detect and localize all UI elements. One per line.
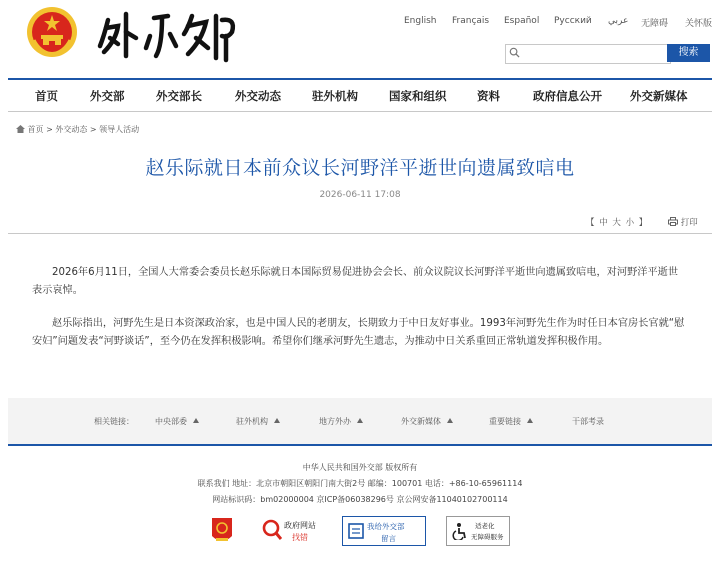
accessibility-line2: 无障碍服务 (471, 533, 504, 541)
gov-site-error-badge[interactable] (262, 516, 326, 546)
footer-copyright: 中华人民共和国外交部 版权所有 (302, 463, 418, 472)
article-date: 2026-06-11 17:08 (319, 190, 401, 200)
search-button[interactable]: 搜索 (667, 44, 710, 62)
main-nav (8, 80, 712, 111)
gov-site-error-line1: 政府网站 (284, 521, 316, 530)
national-emblem-icon (26, 6, 78, 58)
article-paragraph: 2026年6月11日，全国人大常委会委员长赵乐际就日本国际贸易促进协会会长、前众议院议长河野洋平逝世向遗属致唁电，对河野洋平逝世表示哀悼。 (32, 267, 679, 296)
expand-arrow-icon (527, 418, 533, 423)
article-paragraph: 赵乐际指出，河野先生是日本资深政治家，也是中国人民的老朋友，长期致力于中日友好事业。1993年河野先生作为时任日本官房长官就“慰安妇”问题发表“河野谈话”，至今仍在发挥积极影响。希望你们继承河野先生遗志，为推动中日关系重回正常轨道发挥积极作用。 (32, 318, 685, 347)
footer-contact: 联系我们 地址：北京市朝阳区朝阳门南大街2号 邮编：100701 电话：+86-10-65961114 (197, 479, 523, 488)
related-central-ministries[interactable] (155, 416, 199, 427)
lang-english-link[interactable]: English (404, 16, 437, 26)
breadcrumb (16, 124, 139, 135)
nav-item-home[interactable]: 首页 (35, 89, 58, 103)
search-icon (509, 47, 520, 58)
related-item-label: 地方外办 (319, 417, 351, 426)
related-item-label: 中央部委 (155, 417, 187, 426)
breadcrumb-leader-activities-link[interactable]: 领导人活动 (99, 125, 140, 134)
expand-arrow-icon (193, 418, 199, 423)
wheelchair-icon (451, 522, 469, 540)
related-item-label: 重要链接 (489, 417, 521, 426)
breadcrumb-separator: > (46, 125, 53, 134)
print-label: 打印 (680, 218, 698, 228)
nav-item-resources[interactable]: 资料 (477, 89, 500, 103)
nav-item-missions[interactable]: 驻外机构 (312, 89, 358, 103)
related-recruitment[interactable]: 干部考录 (572, 417, 604, 426)
article-title: 赵乐际就日本前众议长河野洋平逝世向遗属致唁电 (145, 157, 575, 179)
related-item-label: 外交新媒体 (401, 417, 441, 426)
related-links-label: 相关链接： (94, 417, 134, 426)
expand-arrow-icon (274, 418, 280, 423)
title-divider (8, 233, 712, 234)
expand-arrow-icon (447, 418, 453, 423)
nav-item-minister[interactable]: 外交部长 (156, 89, 202, 103)
home-icon (16, 125, 25, 133)
accessibility-line1: 适老化 (475, 522, 495, 530)
related-missions[interactable] (236, 416, 280, 427)
nav-item-diplomatic-news[interactable]: 外交动态 (235, 89, 281, 103)
message-ministry-badge[interactable] (342, 516, 426, 546)
nav-item-ministry[interactable]: 外交部 (90, 89, 125, 103)
related-item-label: 驻外机构 (236, 417, 268, 426)
message-line2: 留言 (381, 534, 396, 543)
lang-arabic-link[interactable]: عربي (608, 16, 629, 26)
expand-arrow-icon (357, 418, 363, 423)
related-new-media[interactable] (401, 416, 453, 427)
message-line1: 我给外交部 (367, 522, 405, 531)
footer-registration: 网站标识码：bm02000004 京ICP备06038296号 京公网安备11040102700114 (212, 495, 508, 504)
breadcrumb-separator: > (89, 125, 97, 134)
search-input[interactable] (505, 44, 671, 64)
lang-spanish-link[interactable]: Español (504, 16, 540, 26)
accessibility-service-badge[interactable] (446, 516, 510, 546)
message-icon (347, 522, 365, 540)
accessibility-link[interactable]: 无障碍 (641, 19, 669, 29)
print-button[interactable] (668, 216, 698, 228)
related-links-bar (8, 398, 712, 446)
party-gov-badge-icon[interactable] (210, 516, 234, 546)
gov-site-error-icon (262, 519, 282, 541)
related-important-links[interactable] (489, 416, 533, 427)
gov-site-error-line2: 找错 (292, 533, 308, 542)
nav-item-countries[interactable]: 国家和组织 (389, 89, 447, 103)
nav-divider (8, 111, 712, 112)
related-local-foreign-affairs[interactable] (319, 416, 363, 427)
nav-item-new-media[interactable]: 外交新媒体 (630, 89, 688, 103)
nav-item-gov-info[interactable]: 政府信息公开 (533, 89, 602, 103)
breadcrumb-diplomatic-news-link[interactable]: 外交动态 (55, 125, 88, 134)
lang-french-link[interactable]: Français (452, 16, 490, 26)
font-size-control[interactable]: 【 中 大 小 】 (586, 218, 649, 228)
elderly-care-link[interactable]: 关怀版 (685, 19, 713, 29)
printer-icon (668, 217, 678, 226)
breadcrumb-home-link[interactable]: 首页 (27, 125, 44, 134)
ministry-calligraphy-logo[interactable] (96, 6, 246, 64)
lang-russian-link[interactable]: Русский (554, 16, 592, 26)
